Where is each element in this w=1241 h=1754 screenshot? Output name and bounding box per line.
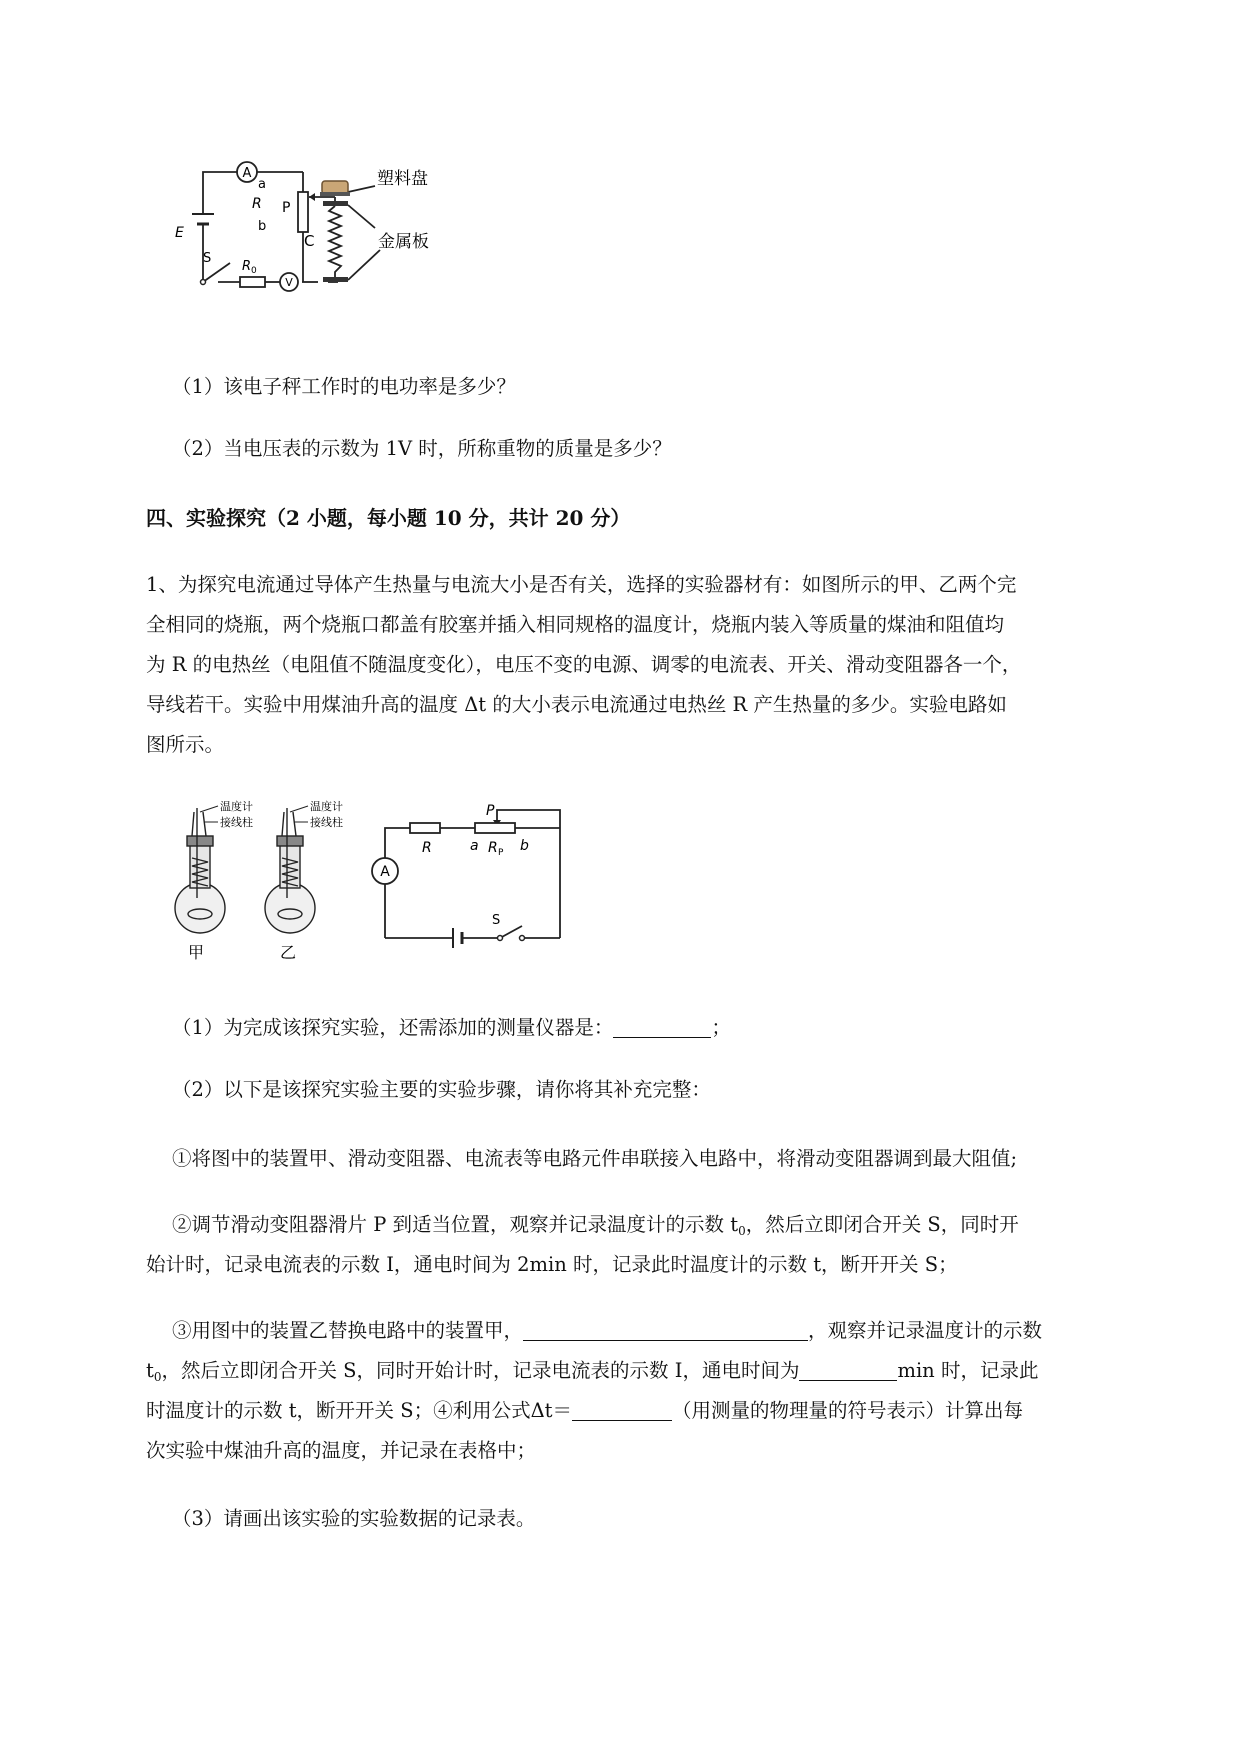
step-2-line-1: ②调节滑动变阻器滑片 P 到适当位置，观察并记录温度计的示数 $t_0$，然后立即闭合开关 S，同时开 <box>172 1213 1019 1238</box>
problem-text-line-5: 图所示。 <box>146 733 225 756</box>
experiment-figure <box>170 798 590 973</box>
metal-plate-bottom-icon <box>323 277 348 282</box>
label-R0-sub: 0 <box>251 266 257 276</box>
metal-plate-label: 金属板 <box>378 232 429 252</box>
label-E: E <box>175 225 184 241</box>
resistor-R-icon <box>410 823 440 833</box>
label-Rp-sub: P <box>498 848 504 858</box>
step-3-line-1: ③用图中的装置乙替换电路中的装置甲， ，观察并记录温度计的示数 <box>172 1319 1043 1342</box>
scale-circuit-figure <box>170 160 480 330</box>
flask-yi-label: 乙 <box>280 943 297 962</box>
label-b: b <box>258 219 267 234</box>
rheostat-icon <box>298 192 308 232</box>
resistor-r0-icon <box>240 277 265 287</box>
flask-jia-label: 甲 <box>188 943 205 962</box>
label-P: P <box>282 200 291 216</box>
question-2: （2）当电压表的示数为 1V 时，所称重物的质量是多少？ <box>172 437 672 460</box>
step-3-line-3: 时温度计的示数 t，断开开关 S；④利用公式Δt＝ （用测量的物理量的符号表示）计算出每 <box>146 1399 1024 1422</box>
voltmeter-label: V <box>285 276 293 289</box>
problem-text-line-4: 导线若干。实验中用煤油升高的温度 Δt 的大小表示电流通过电热丝 R 产生热量的多少。实验电路如 <box>146 693 1007 716</box>
thermometer-label-yi: 温度计 <box>310 800 343 813</box>
post-label-jia: 接线柱 <box>220 816 253 829</box>
post-label-yi: 接线柱 <box>310 816 343 829</box>
thermometer-label-jia: 温度计 <box>220 800 253 813</box>
problem-text-line-3: 为 R 的电热丝（电阻值不随温度变化），电压不变的电源、调零的电流表、开关、滑动变阻器各一个， <box>146 653 1022 676</box>
label-Rp: R <box>488 840 498 856</box>
question-1: （1）该电子秤工作时的电功率是多少？ <box>172 375 516 398</box>
step-3-line-4: 次实验中煤油升高的温度，并记录在表格中； <box>146 1439 537 1462</box>
problem-text-line-1: 1、为探究电流通过导体产生热量与电流大小是否有关，选择的实验器材有：如图所示的甲、乙两个完 <box>146 573 1017 596</box>
label-R: R <box>422 840 432 856</box>
step-2-line-2: 始计时，记录电流表的示数 I，通电时间为 2min 时，记录此时温度计的示数 t，断开开关 S； <box>146 1253 958 1276</box>
plastic-tray-label: 塑料盘 <box>377 169 428 189</box>
answer-blank-2[interactable] <box>523 1318 808 1341</box>
answer-blank-4[interactable] <box>572 1398 672 1421</box>
flask-jia-icon <box>175 808 225 933</box>
label-C: C <box>304 232 315 250</box>
label-b: b <box>520 838 529 854</box>
rheostat-Rp-icon <box>475 823 515 833</box>
label-a: a <box>258 177 266 192</box>
ammeter-label: A <box>242 166 252 181</box>
problem-text-line-2: 全相同的烧瓶，两个烧瓶口都盖有胶塞并插入相同规格的温度计，烧瓶内装入等质量的煤油和阻值均 <box>146 613 1005 636</box>
label-S: S <box>492 913 501 928</box>
label-R: R <box>252 196 262 212</box>
label-R0: R <box>242 259 252 274</box>
section-heading: 四、实验探究（2 小题，每小题 10 分，共计 20 分） <box>146 506 631 530</box>
step-3-line-2: $t_0$，然后立即闭合开关 S，同时开始计时，记录电流表的示数 I，通电时间为 min 时，记录此 <box>146 1359 1039 1384</box>
metal-plate-top-icon <box>323 201 348 206</box>
label-a: a <box>470 838 479 854</box>
flask-yi-icon <box>265 808 315 933</box>
step-1: ①将图中的装置甲、滑动变阻器、电流表等电路元件串联接入电路中，将滑动变阻器调到最大阻值; <box>172 1147 1018 1170</box>
sub-question-3: （3）请画出该实验的实验数据的记录表。 <box>172 1507 536 1530</box>
label-P: P <box>486 803 495 819</box>
ammeter-label: A <box>380 864 390 880</box>
answer-blank-1[interactable] <box>613 1015 711 1038</box>
sub-question-1: （1）为完成该探究实验，还需添加的测量仪器是： ； <box>172 1016 731 1039</box>
sub-question-2: （2）以下是该探究实验主要的实验步骤，请你将其补充完整： <box>172 1078 711 1101</box>
answer-blank-3[interactable] <box>799 1358 897 1381</box>
label-S: S <box>203 251 212 266</box>
